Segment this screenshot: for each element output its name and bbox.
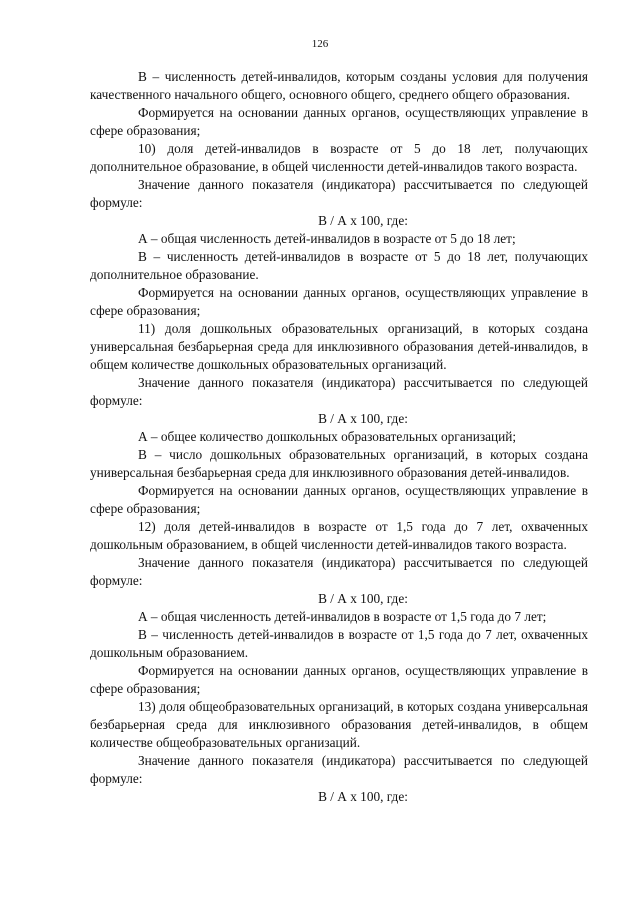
paragraph: В – численность детей-инвалидов, которым созданы условия для получения качественного начального общего, основного общего, среднего общего образования. (90, 69, 588, 102)
paragraph: Значение данного показателя (индикатора) рассчитывается по следующей формуле: (90, 555, 588, 588)
formula: В / А х 100, где: (318, 213, 408, 228)
paragraph: А – общая численность детей-инвалидов в возрасте от 5 до 18 лет; (138, 231, 516, 246)
paragraph: 12) доля детей-инвалидов в возрасте от 1,5 года до 7 лет, охваченных дошкольным образованием, в общей численности детей-инвалидов такого возраста. (90, 519, 588, 552)
paragraph: В – численность детей-инвалидов в возрасте от 5 до 18 лет, получающих дополнительное образование. (90, 249, 588, 282)
paragraph: Значение данного показателя (индикатора) рассчитывается по следующей формуле: (90, 375, 588, 408)
paragraph: В – число дошкольных образовательных организаций, в которых создана универсальная безбарьерная среда для инклюзивного образования детей-инвалидов. (90, 447, 588, 480)
formula: В / А х 100, где: (318, 789, 408, 804)
paragraph: 11) доля дошкольных образовательных организаций, в которых создана универсальная безбарьерная среда для инклюзивного образования детей-инвалидов, в общем количестве дошкольных образовательных организаций. (90, 321, 588, 372)
page-number: 126 (311, 38, 329, 50)
document-body (90, 68, 588, 806)
paragraph: Формируется на основании данных органов, осуществляющих управление в сфере образования; (90, 663, 588, 696)
paragraph: Формируется на основании данных органов, осуществляющих управление в сфере образования; (90, 285, 588, 318)
paragraph: Формируется на основании данных органов, осуществляющих управление в сфере образования; (90, 105, 588, 138)
paragraph: 10) доля детей-инвалидов в возрасте от 5 до 18 лет, получающих дополнительное образование, в общей численности детей-инвалидов такого возраста. (90, 141, 588, 174)
paragraph: Формируется на основании данных органов, осуществляющих управление в сфере образования; (90, 483, 588, 516)
paragraph: 13) доля общеобразовательных организаций, в которых создана универсальная безбарьерная среда для инклюзивного образования детей-инвалидов, в общем количестве общеобразовательных организаций. (90, 699, 588, 750)
paragraph: А – общая численность детей-инвалидов в возрасте от 1,5 года до 7 лет; (138, 609, 547, 624)
formula: В / А х 100, где: (318, 591, 408, 606)
paragraph: А – общее количество дошкольных образовательных организаций; (138, 429, 517, 444)
paragraph: Значение данного показателя (индикатора) рассчитывается по следующей формуле: (90, 177, 588, 210)
paragraph: В – численность детей-инвалидов в возрасте от 1,5 года до 7 лет, охваченных дошкольным образованием. (90, 627, 588, 660)
formula: В / А х 100, где: (318, 411, 408, 426)
paragraph: Значение данного показателя (индикатора) рассчитывается по следующей формуле: (90, 753, 588, 786)
